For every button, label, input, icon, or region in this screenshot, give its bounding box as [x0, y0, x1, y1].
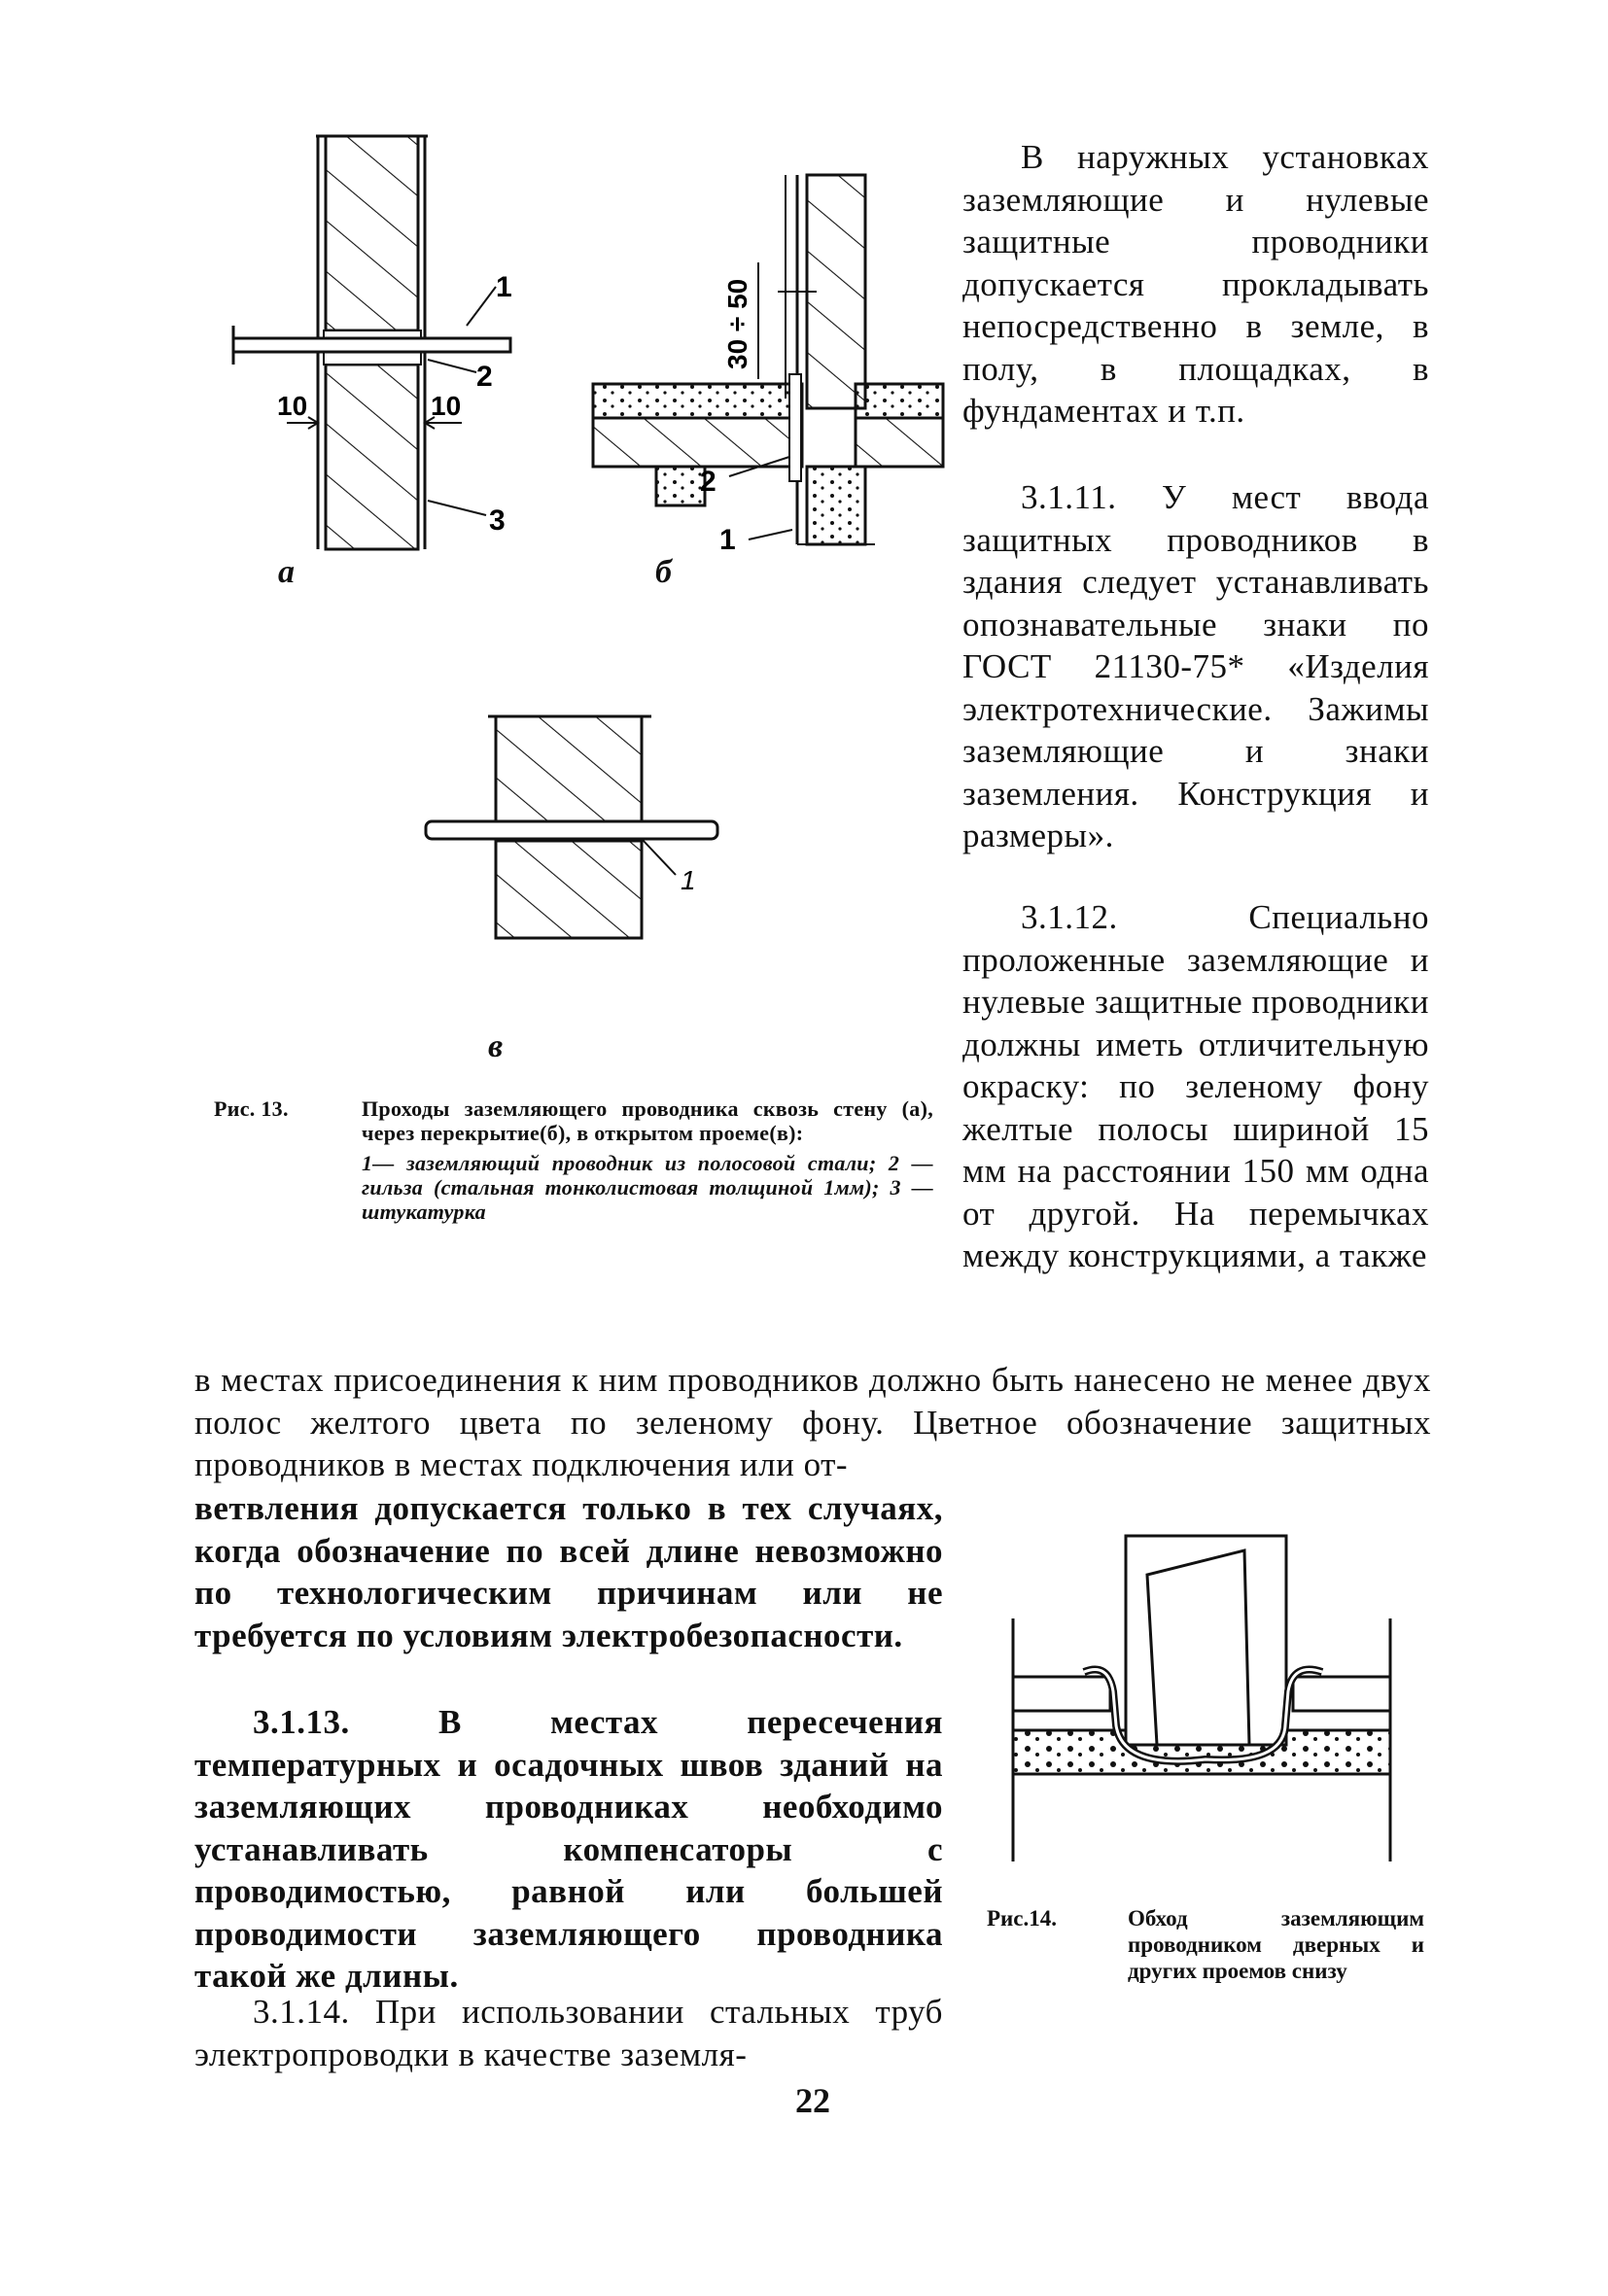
figure-13-caption-prefix: Рис. 13. [214, 1096, 289, 1121]
marker-1c: 1 [681, 865, 696, 895]
figure-14-caption-prefix: Рис.14. [987, 1906, 1058, 1931]
paragraph-3-1-12-right: 3.1.12. Специально проложенные заземляющие и нулевые защитные проводники должны иметь отличительную окраску: по зеленому фону желтые полосы шириной 15 мм на расстоянии 150 мм одна от другой. На перемычках между конструкциями, а также [962, 898, 1429, 1274]
figure-13-caption [214, 1096, 933, 1224]
paragraph-3-1-12-tail: ветвления допускается только в тех случаях, когда обозначение по всей длине невозможно по технологическим причинам или не требуется по условиям электробезопасности. [194, 1489, 943, 1654]
figure-13-caption-title: Проходы заземляющего проводника сквозь стену (а), через перекрытие(б), в открытом проеме(в): [362, 1096, 933, 1145]
paragraph-3-1-11: 3.1.11. У мест ввода защитных проводников в здания следует устанавливать опознавательные знаки по ГОСТ 21130-75* «Изделия электротехнические. Зажимы заземляющие и знаки заземления. Конструкция и размеры». [962, 478, 1429, 854]
figure-13a [219, 131, 530, 598]
paragraph-intro: В наружных установках заземляющие и нулевые защитные проводники допускается прокладывать непосредственно в земле, в полу, в площадках, в фундаментах и т.п. [962, 138, 1429, 430]
figure-13v [408, 705, 739, 957]
marker-1: 1 [496, 271, 512, 303]
dim-10-right: 10 [431, 391, 462, 421]
figure-13-caption-legend: 1— заземляющий проводник из полосовой стали; 2 — гильза (стальная тонколистовая толщиной 1мм); 3 — штукатурка [362, 1151, 933, 1224]
figure-13a-label: а [278, 554, 295, 590]
paragraph-3-1-12-full: в местах присоединения к ним проводников должно быть нанесено не менее двух полос желтого цвета по зеленому фону. Цветное обозначение защитных проводников в местах подключения или от- [194, 1361, 1431, 1483]
figure-13v-label: в [488, 1028, 504, 1064]
figure-13b-label: б [655, 554, 672, 590]
dim-10-left: 10 [277, 391, 308, 421]
paragraph-3-1-13: 3.1.13. В местах пересечения температурных и осадочных швов зданий на заземляющих проводниках необходимо устанавливать компенсаторы с проводимостью, равной или большей проводимости заземляющего проводника такой же длины. [194, 1703, 943, 1995]
figure-14 [1001, 1526, 1410, 1866]
dim-30-50: 30 ÷ 50 [722, 278, 752, 369]
marker-2b: 2 [700, 466, 717, 498]
marker-2: 2 [476, 361, 493, 393]
paragraph-3-1-14: 3.1.14. При использовании стальных труб электропроводки в качестве заземля- [194, 1993, 943, 2073]
page-number: 22 [795, 2081, 830, 2120]
figure-14-caption-text: Обход заземляющим проводником дверных и других проемов снизу [1128, 1906, 1424, 1983]
figure-13b [583, 165, 953, 574]
marker-3: 3 [489, 504, 506, 537]
marker-1b: 1 [719, 524, 736, 556]
